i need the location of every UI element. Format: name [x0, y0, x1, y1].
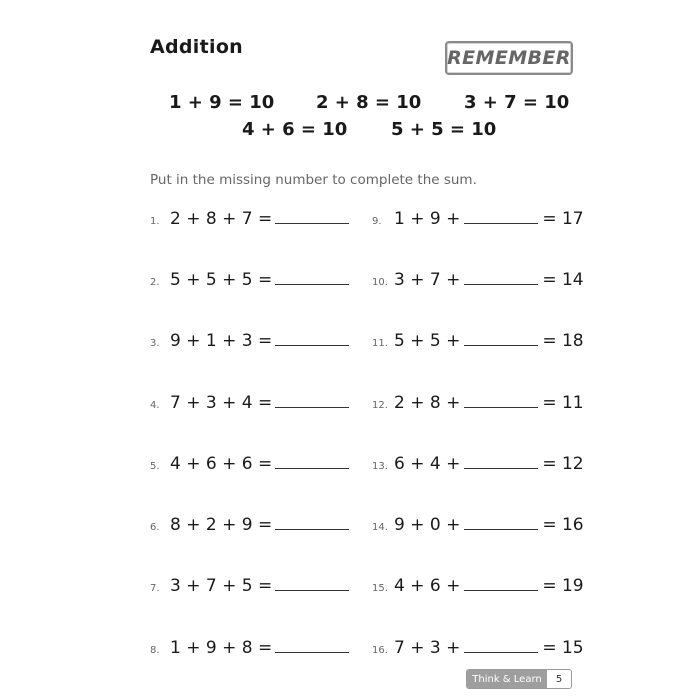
problem-12: [372, 393, 584, 413]
problem-expression: 9 + 1 + 3 =: [170, 331, 273, 351]
problem-9: [372, 209, 584, 229]
problem-expression: 3 + 7 +: [394, 270, 461, 290]
instruction-text: Put in the missing number to complete the sum.: [150, 172, 477, 188]
problem-expression: 4 + 6 + 6 =: [170, 454, 273, 474]
answer-blank[interactable]: [464, 406, 538, 408]
problem-1: [150, 209, 353, 229]
answer-blank[interactable]: [275, 528, 349, 530]
number-bond: 5 + 5 = 10: [391, 119, 497, 140]
problem-15: [372, 576, 584, 596]
answer-blank[interactable]: [275, 222, 349, 224]
answer-blank[interactable]: [275, 467, 349, 469]
problem-number: 7.: [150, 583, 160, 594]
number-bond: 3 + 7 = 10: [464, 92, 570, 113]
answer-blank[interactable]: [275, 344, 349, 346]
problem-number: 9.: [372, 216, 382, 227]
problem-2: [150, 270, 353, 290]
answer-blank[interactable]: [464, 589, 538, 591]
answer-blank[interactable]: [464, 222, 538, 224]
problem-number: 2.: [150, 277, 160, 288]
problem-11: [372, 331, 584, 351]
problem-13: [372, 454, 584, 474]
problem-expression: 2 + 8 +: [394, 393, 461, 413]
problem-expression: 2 + 8 + 7 =: [170, 209, 273, 229]
problem-3: [150, 331, 353, 351]
problem-5: [150, 454, 353, 474]
problem-number: 16.: [372, 645, 388, 656]
problem-number: 14.: [372, 522, 388, 533]
answer-blank[interactable]: [275, 589, 349, 591]
problem-expression: 1 + 9 + 8 =: [170, 638, 273, 658]
problem-number: 11.: [372, 338, 388, 349]
problem-expression: 8 + 2 + 9 =: [170, 515, 273, 535]
remember-badge: REMEMBER: [445, 41, 573, 75]
page-number: 5: [547, 670, 571, 688]
answer-blank[interactable]: [275, 283, 349, 285]
problem-expression: 7 + 3 +: [394, 638, 461, 658]
problem-expression: 9 + 0 +: [394, 515, 461, 535]
problem-number: 5.: [150, 461, 160, 472]
problem-total: = 11: [542, 393, 584, 413]
answer-blank[interactable]: [464, 528, 538, 530]
answer-blank[interactable]: [464, 467, 538, 469]
problem-total: = 15: [542, 638, 584, 658]
problem-number: 6.: [150, 522, 160, 533]
problem-number: 1.: [150, 216, 160, 227]
problem-number: 4.: [150, 400, 160, 411]
page-footer: [466, 669, 572, 689]
number-bond: 1 + 9 = 10: [169, 92, 275, 113]
problem-expression: 3 + 7 + 5 =: [170, 576, 273, 596]
problem-6: [150, 515, 353, 535]
problem-8: [150, 638, 353, 658]
problem-total: = 16: [542, 515, 584, 535]
number-bond: 4 + 6 = 10: [242, 119, 348, 140]
problem-number: 3.: [150, 338, 160, 349]
problem-total: = 17: [542, 209, 584, 229]
answer-blank[interactable]: [464, 344, 538, 346]
answer-blank[interactable]: [275, 651, 349, 653]
problem-4: [150, 393, 353, 413]
problem-14: [372, 515, 584, 535]
answer-blank[interactable]: [464, 651, 538, 653]
problem-number: 12.: [372, 400, 388, 411]
problem-total: = 12: [542, 454, 584, 474]
problem-total: = 19: [542, 576, 584, 596]
problem-expression: 4 + 6 +: [394, 576, 461, 596]
number-bond: 2 + 8 = 10: [316, 92, 422, 113]
problem-expression: 1 + 9 +: [394, 209, 461, 229]
problem-expression: 5 + 5 + 5 =: [170, 270, 273, 290]
problem-10: [372, 270, 584, 290]
problem-total: = 18: [542, 331, 584, 351]
problem-number: 13.: [372, 461, 388, 472]
footer-series-label: Think & Learn: [467, 670, 547, 688]
problem-expression: 5 + 5 +: [394, 331, 461, 351]
page-title: Addition: [150, 36, 243, 58]
problem-total: = 14: [542, 270, 584, 290]
answer-blank[interactable]: [464, 283, 538, 285]
problem-number: 15.: [372, 583, 388, 594]
problem-7: [150, 576, 353, 596]
problem-expression: 6 + 4 +: [394, 454, 461, 474]
answer-blank[interactable]: [275, 406, 349, 408]
problem-expression: 7 + 3 + 4 =: [170, 393, 273, 413]
problem-16: [372, 638, 584, 658]
problem-number: 8.: [150, 645, 160, 656]
problem-number: 10.: [372, 277, 388, 288]
